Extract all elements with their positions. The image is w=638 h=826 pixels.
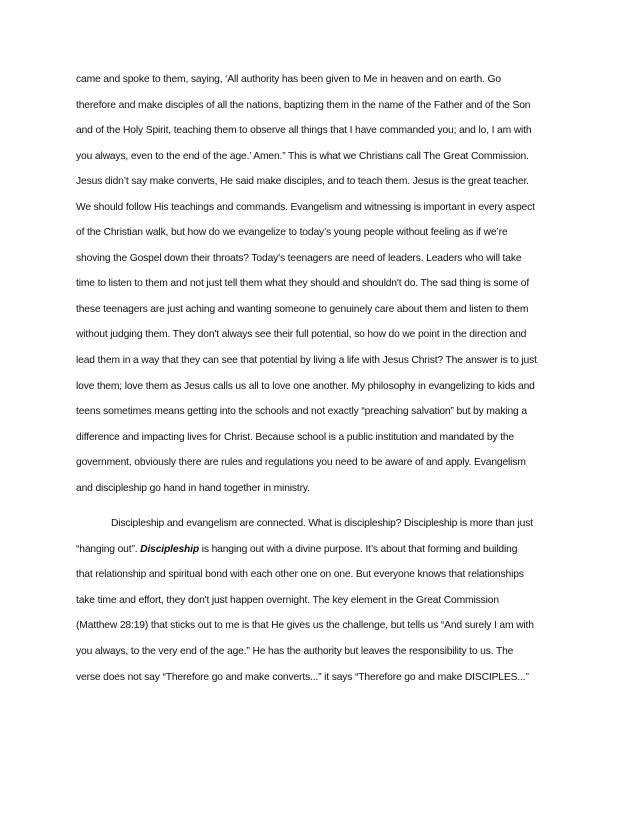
text-line: you always, even to the end of the age.’ Amen.” This is what we Christians call The Great Commission. xyxy=(76,150,529,162)
text-line: We should follow His teachings and commands. Evangelism and witnessing is important in every aspect xyxy=(76,201,535,213)
document-body xyxy=(76,67,576,690)
text-line: verse does not say “Therefore go and make converts...” it says “Therefore go and make DISCIPLES...” xyxy=(76,671,529,683)
text-line: and discipleship go hand in hand together in ministry. xyxy=(76,482,310,494)
text-line: of the Christian walk, but how do we evangelize to today’s young people without feeling as if we’re xyxy=(76,227,508,239)
text-line: love them; love them as Jesus calls us all to love one another. My philosophy in evangelizing to kids and xyxy=(76,380,535,392)
text-line: these teenagers are just aching and wanting someone to genuinely care about them and listen to them xyxy=(76,303,529,315)
text-line: lead them in a way that they can see that potential by living a life with Jesus Christ? The answer is to just xyxy=(76,355,537,367)
text-line: you always, to the very end of the age.” He has the authority but leaves the responsibility to us. The xyxy=(76,646,514,658)
text-line: without judging them. They don't always see their full potential, so how do we point in the direction and xyxy=(76,329,527,341)
text-line: Jesus didn’t say make converts, He said make disciples, and to teach them. Jesus is the great teacher. xyxy=(76,176,529,188)
text-line: take time and effort, they don't just happen overnight. The key element in the Great Commission xyxy=(76,594,499,606)
text-line: time to listen to them and not just tell them what they should and shouldn't do. The sad thing is some of xyxy=(76,278,530,290)
text-line: and of the Holy Spirit, teaching them to observe all things that I have commanded you; and lo, I am with xyxy=(76,125,532,137)
paragraph-great-commission xyxy=(76,67,576,501)
text-line: that relationship and spiritual bond with each other one on one. But everyone knows that relationships xyxy=(76,569,524,581)
text-segment: “hanging out”. xyxy=(76,543,141,555)
text-line xyxy=(76,537,576,563)
text-segment: is hanging out with a divine purpose. It’s about that forming and building xyxy=(199,543,518,555)
text-line: (Matthew 28:19) that sticks out to me is that He gives us the challenge, but tells us “And surely I am with xyxy=(76,620,534,632)
text-line-indented: Discipleship and evangelism are connected. What is discipleship? Discipleship is more than just xyxy=(111,518,533,530)
text-line: shoving the Gospel down their throats? Today's teenagers are need of leaders. Leaders who will take xyxy=(76,252,522,264)
text-line: difference and impacting lives for Christ. Because school is a public institution and mandated by the xyxy=(76,431,514,443)
emphasized-term: Discipleship xyxy=(140,543,200,555)
paragraph-discipleship xyxy=(76,511,576,690)
text-line: teens sometimes means getting into the schools and not exactly “preaching salvation” but by making a xyxy=(76,406,527,418)
text-line: came and spoke to them, saying, ‘All authority has been given to Me in heaven and on earth. Go xyxy=(76,74,501,85)
text-line: government, obviously there are rules and regulations you need to be aware of and apply. Evangelism xyxy=(76,457,526,469)
paragraph-spacer xyxy=(76,501,576,511)
text-line: therefore and make disciples of all the nations, baptizing them in the name of the Father and of the Son xyxy=(76,99,531,111)
